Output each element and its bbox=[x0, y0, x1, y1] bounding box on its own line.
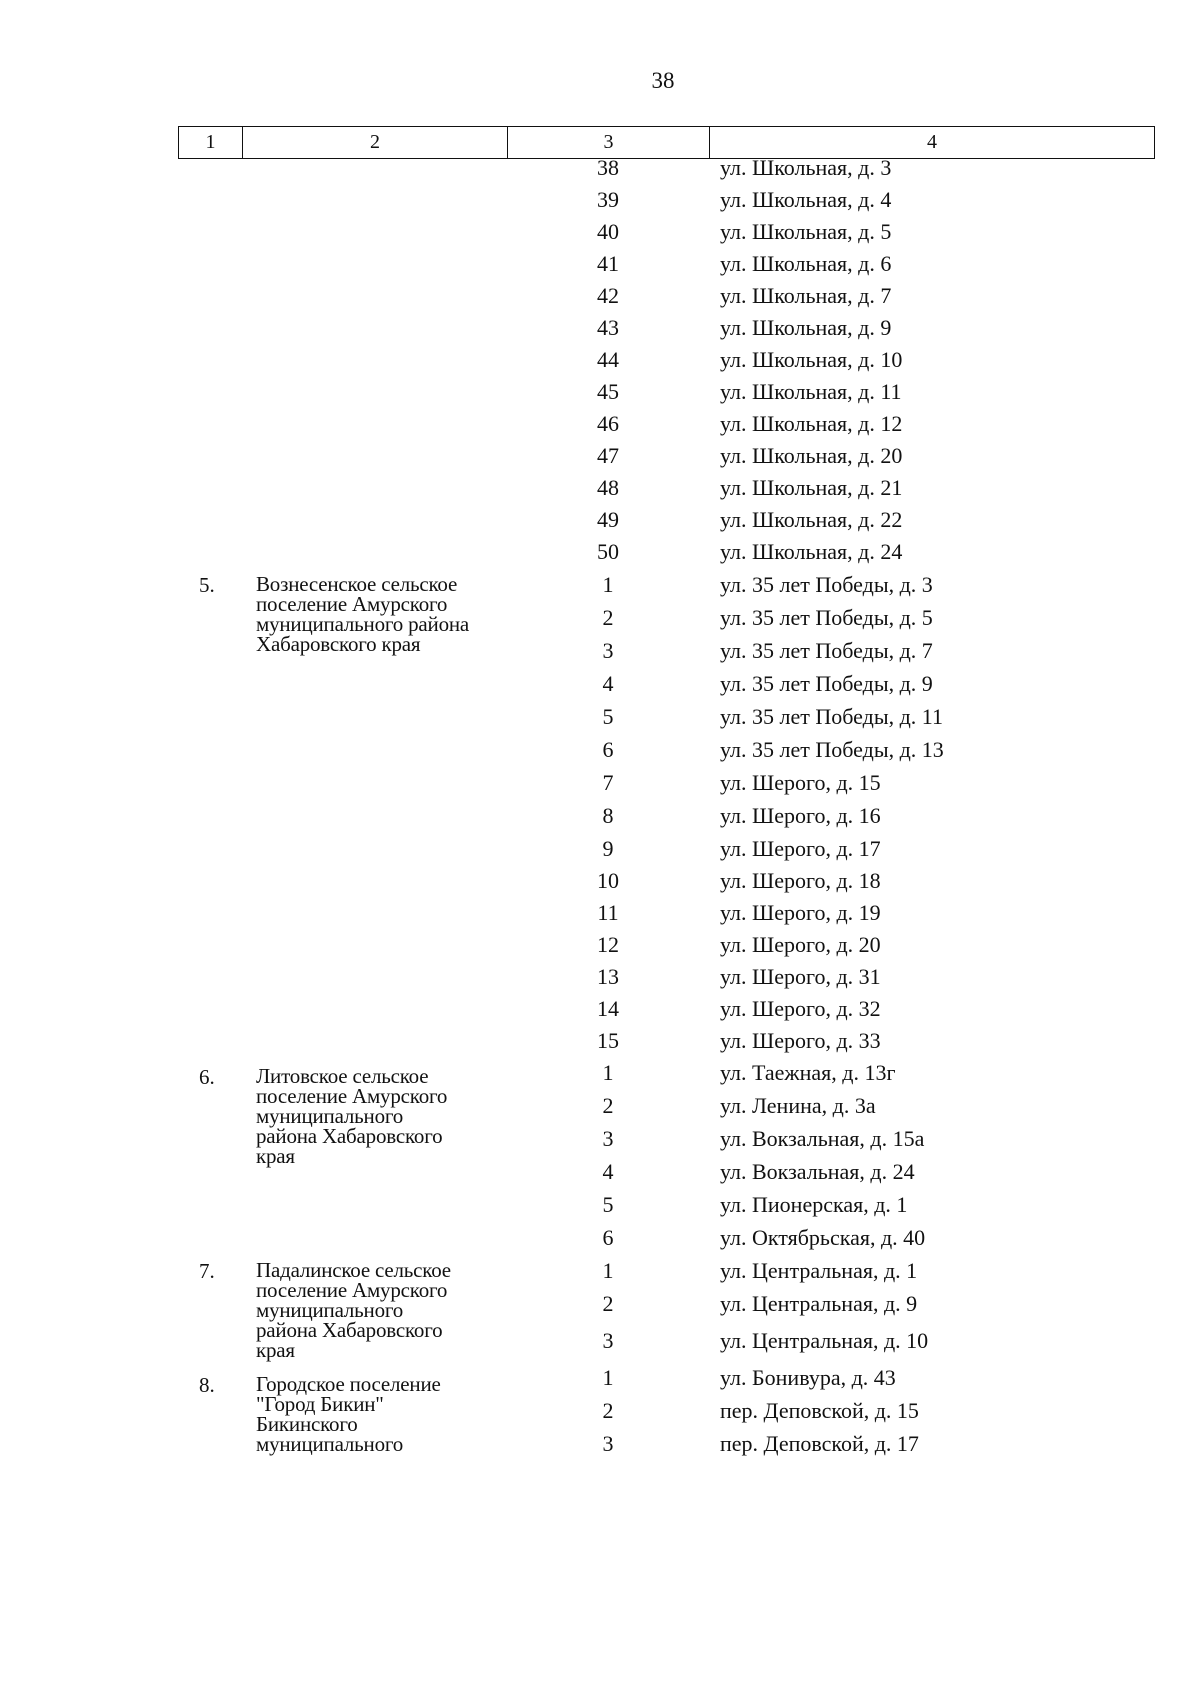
settlement-name-line: "Город Бикин" bbox=[256, 1392, 384, 1416]
row-address: ул. Вокзальная, д. 24 bbox=[720, 1159, 915, 1184]
row-number: 6 bbox=[602, 1225, 614, 1250]
settlement-name-line: района Хабаровского bbox=[256, 1124, 443, 1148]
table-row bbox=[0, 866, 1200, 896]
settlement-name-line: Вознесенское сельское bbox=[256, 572, 458, 596]
header-col-3: 3 bbox=[508, 127, 710, 158]
row-address: ул. 35 лет Победы, д. 3 bbox=[720, 572, 933, 597]
table-row bbox=[0, 603, 1200, 636]
row-number: 45 bbox=[597, 379, 619, 404]
row-number: 44 bbox=[597, 347, 619, 372]
row-address: ул. Школьная, д. 4 bbox=[720, 187, 892, 212]
table-row bbox=[0, 1289, 1200, 1322]
settlement-name-line: муниципального bbox=[256, 1432, 404, 1456]
settlement-name-line: муниципального района bbox=[256, 612, 470, 636]
table-row bbox=[0, 930, 1200, 960]
row-address: ул. Шерого, д. 19 bbox=[720, 900, 881, 925]
settlement-number: 8. bbox=[199, 1373, 215, 1397]
row-number: 1 bbox=[602, 1365, 614, 1390]
header-col-4: 4 bbox=[927, 131, 937, 153]
header-col-1: 1 bbox=[179, 127, 243, 158]
settlement-name-line: муниципального bbox=[256, 1298, 404, 1322]
table-row bbox=[0, 441, 1200, 471]
table-row bbox=[0, 735, 1200, 765]
row-address: ул. Школьная, д. 6 bbox=[720, 251, 892, 276]
row-number: 3 bbox=[602, 1126, 614, 1151]
row-number: 4 bbox=[602, 1159, 614, 1184]
row-number: 39 bbox=[597, 187, 619, 212]
row-number: 12 bbox=[597, 932, 619, 957]
row-address: ул. Шерого, д. 33 bbox=[720, 1028, 881, 1053]
row-address: ул. Школьная, д. 10 bbox=[720, 347, 903, 372]
row-number: 6 bbox=[602, 737, 614, 762]
row-address: ул. Школьная, д. 24 bbox=[720, 539, 903, 564]
table-row bbox=[0, 1429, 1200, 1459]
row-address: ул. Шерого, д. 31 bbox=[720, 964, 881, 989]
row-address: ул. Центральная, д. 9 bbox=[720, 1291, 918, 1316]
row-number: 15 bbox=[597, 1028, 619, 1053]
page-number: 38 bbox=[651, 68, 675, 93]
settlement-name-line: района Хабаровского bbox=[256, 1318, 443, 1342]
row-address: ул. 35 лет Победы, д. 5 bbox=[720, 605, 933, 630]
row-number: 3 bbox=[602, 1431, 614, 1456]
table-row bbox=[0, 1058, 1200, 1088]
table-row bbox=[0, 473, 1200, 503]
row-number: 49 bbox=[597, 507, 619, 532]
row-number: 42 bbox=[597, 283, 619, 308]
row-number: 38 bbox=[597, 155, 619, 180]
settlement-name-line: Падалинское сельское bbox=[256, 1258, 451, 1282]
row-number: 8 bbox=[602, 803, 614, 828]
row-address: ул. Школьная, д. 22 bbox=[720, 507, 903, 532]
settlement-name-line: Хабаровского края bbox=[256, 632, 421, 656]
row-address: ул. Шерого, д. 20 bbox=[720, 932, 881, 957]
row-number: 1 bbox=[602, 1258, 614, 1283]
table-row bbox=[0, 768, 1200, 798]
row-number: 2 bbox=[602, 605, 614, 630]
table-row bbox=[0, 1190, 1200, 1220]
row-address: ул. Октябрьская, д. 40 bbox=[720, 1225, 926, 1250]
table-row bbox=[0, 185, 1200, 215]
table-row bbox=[0, 1026, 1200, 1056]
table-row bbox=[0, 801, 1200, 831]
row-number: 3 bbox=[602, 638, 614, 663]
row-address: ул. Центральная, д. 10 bbox=[720, 1328, 929, 1353]
table-row bbox=[0, 962, 1200, 992]
table-row bbox=[0, 570, 1200, 600]
table-row bbox=[0, 409, 1200, 439]
settlement-name-line: края bbox=[256, 1144, 295, 1168]
table-row bbox=[0, 345, 1200, 375]
table-row bbox=[0, 377, 1200, 407]
table-row bbox=[0, 537, 1200, 567]
settlement-name-line: Городское поселение bbox=[256, 1372, 441, 1396]
row-number: 11 bbox=[597, 900, 619, 925]
row-address: ул. Школьная, д. 20 bbox=[720, 443, 903, 468]
row-address: ул. Шерого, д. 32 bbox=[720, 996, 881, 1021]
settlement-name-line: поселение Амурского bbox=[256, 1084, 448, 1108]
table-row bbox=[0, 898, 1200, 928]
header-col-2: 2 bbox=[243, 127, 508, 158]
table-row bbox=[0, 669, 1200, 699]
table-row bbox=[0, 702, 1200, 732]
row-address: ул. Шерого, д. 17 bbox=[720, 836, 881, 861]
row-address: ул. Пионерская, д. 1 bbox=[720, 1192, 908, 1217]
table-row bbox=[0, 1392, 1200, 1426]
table-row bbox=[0, 153, 1200, 183]
table-row bbox=[0, 1326, 1200, 1356]
settlement-name-line: Бикинского bbox=[256, 1412, 358, 1436]
row-address: ул. Школьная, д. 9 bbox=[720, 315, 892, 340]
table-row bbox=[0, 505, 1200, 535]
settlement-number: 5. bbox=[199, 573, 215, 597]
table-row bbox=[0, 1157, 1200, 1187]
row-address: ул. Таежная, д. 13г bbox=[720, 1060, 896, 1085]
row-number: 47 bbox=[597, 443, 619, 468]
row-address: ул. Центральная, д. 1 bbox=[720, 1258, 918, 1283]
row-address: ул. Школьная, д. 5 bbox=[720, 219, 892, 244]
row-number: 1 bbox=[602, 1060, 614, 1085]
row-address: ул. Бонивура, д. 43 bbox=[720, 1365, 896, 1390]
table-row bbox=[0, 281, 1200, 311]
settlement-name-line: муниципального bbox=[256, 1104, 404, 1128]
row-number: 2 bbox=[602, 1291, 614, 1316]
row-number: 10 bbox=[597, 868, 619, 893]
row-address: ул. Школьная, д. 11 bbox=[720, 379, 902, 404]
row-number: 5 bbox=[602, 704, 614, 729]
row-address: ул. Школьная, д. 12 bbox=[720, 411, 903, 436]
row-number: 4 bbox=[602, 671, 614, 696]
table-row bbox=[0, 1256, 1200, 1286]
row-address: ул. Вокзальная, д. 15а bbox=[720, 1126, 925, 1151]
row-address: ул. Школьная, д. 7 bbox=[720, 283, 892, 308]
row-number: 46 bbox=[597, 411, 619, 436]
table-row bbox=[0, 994, 1200, 1024]
settlement-number: 6. bbox=[199, 1065, 215, 1089]
row-number: 40 bbox=[597, 219, 619, 244]
row-number: 2 bbox=[602, 1093, 614, 1118]
row-number: 9 bbox=[602, 836, 614, 861]
row-number: 48 bbox=[597, 475, 619, 500]
settlement-name-line: края bbox=[256, 1338, 295, 1362]
settlement-name-line: Литовское сельское bbox=[256, 1064, 429, 1088]
row-number: 50 bbox=[597, 539, 619, 564]
table-row bbox=[0, 1124, 1200, 1154]
row-number: 43 bbox=[597, 315, 619, 340]
row-address: ул. 35 лет Победы, д. 9 bbox=[720, 671, 933, 696]
row-address: ул. 35 лет Победы, д. 7 bbox=[720, 638, 933, 663]
row-address: ул. 35 лет Победы, д. 11 bbox=[720, 704, 943, 729]
row-number: 1 bbox=[602, 572, 614, 597]
table-row bbox=[0, 217, 1200, 247]
row-address: ул. Школьная, д. 3 bbox=[720, 155, 892, 180]
table-row bbox=[0, 249, 1200, 279]
row-address: пер. Деповской, д. 15 bbox=[720, 1398, 919, 1423]
table-row bbox=[0, 1223, 1200, 1253]
table-row bbox=[0, 1091, 1200, 1121]
table-row bbox=[0, 632, 1200, 666]
settlement-name-line: поселение Амурского bbox=[256, 1278, 448, 1302]
row-address: ул. Шерого, д. 16 bbox=[720, 803, 881, 828]
settlement-number: 7. bbox=[199, 1259, 215, 1283]
row-address: ул. 35 лет Победы, д. 13 bbox=[720, 737, 944, 762]
row-address: ул. Ленина, д. 3а bbox=[720, 1093, 876, 1118]
row-number: 5 bbox=[602, 1192, 614, 1217]
row-address: ул. Школьная, д. 21 bbox=[720, 475, 903, 500]
row-address: ул. Шерого, д. 15 bbox=[720, 770, 881, 795]
row-address: ул. Шерого, д. 18 bbox=[720, 868, 881, 893]
table-row bbox=[0, 1363, 1200, 1396]
row-number: 14 bbox=[597, 996, 619, 1021]
settlement-name-line: поселение Амурского bbox=[256, 592, 448, 616]
row-number: 2 bbox=[602, 1398, 614, 1423]
row-number: 13 bbox=[597, 964, 619, 989]
row-number: 3 bbox=[602, 1328, 614, 1353]
table-row bbox=[0, 834, 1200, 864]
row-address: пер. Деповской, д. 17 bbox=[720, 1431, 919, 1456]
table-row bbox=[0, 313, 1200, 343]
row-number: 7 bbox=[602, 770, 614, 795]
row-number: 41 bbox=[597, 251, 619, 276]
